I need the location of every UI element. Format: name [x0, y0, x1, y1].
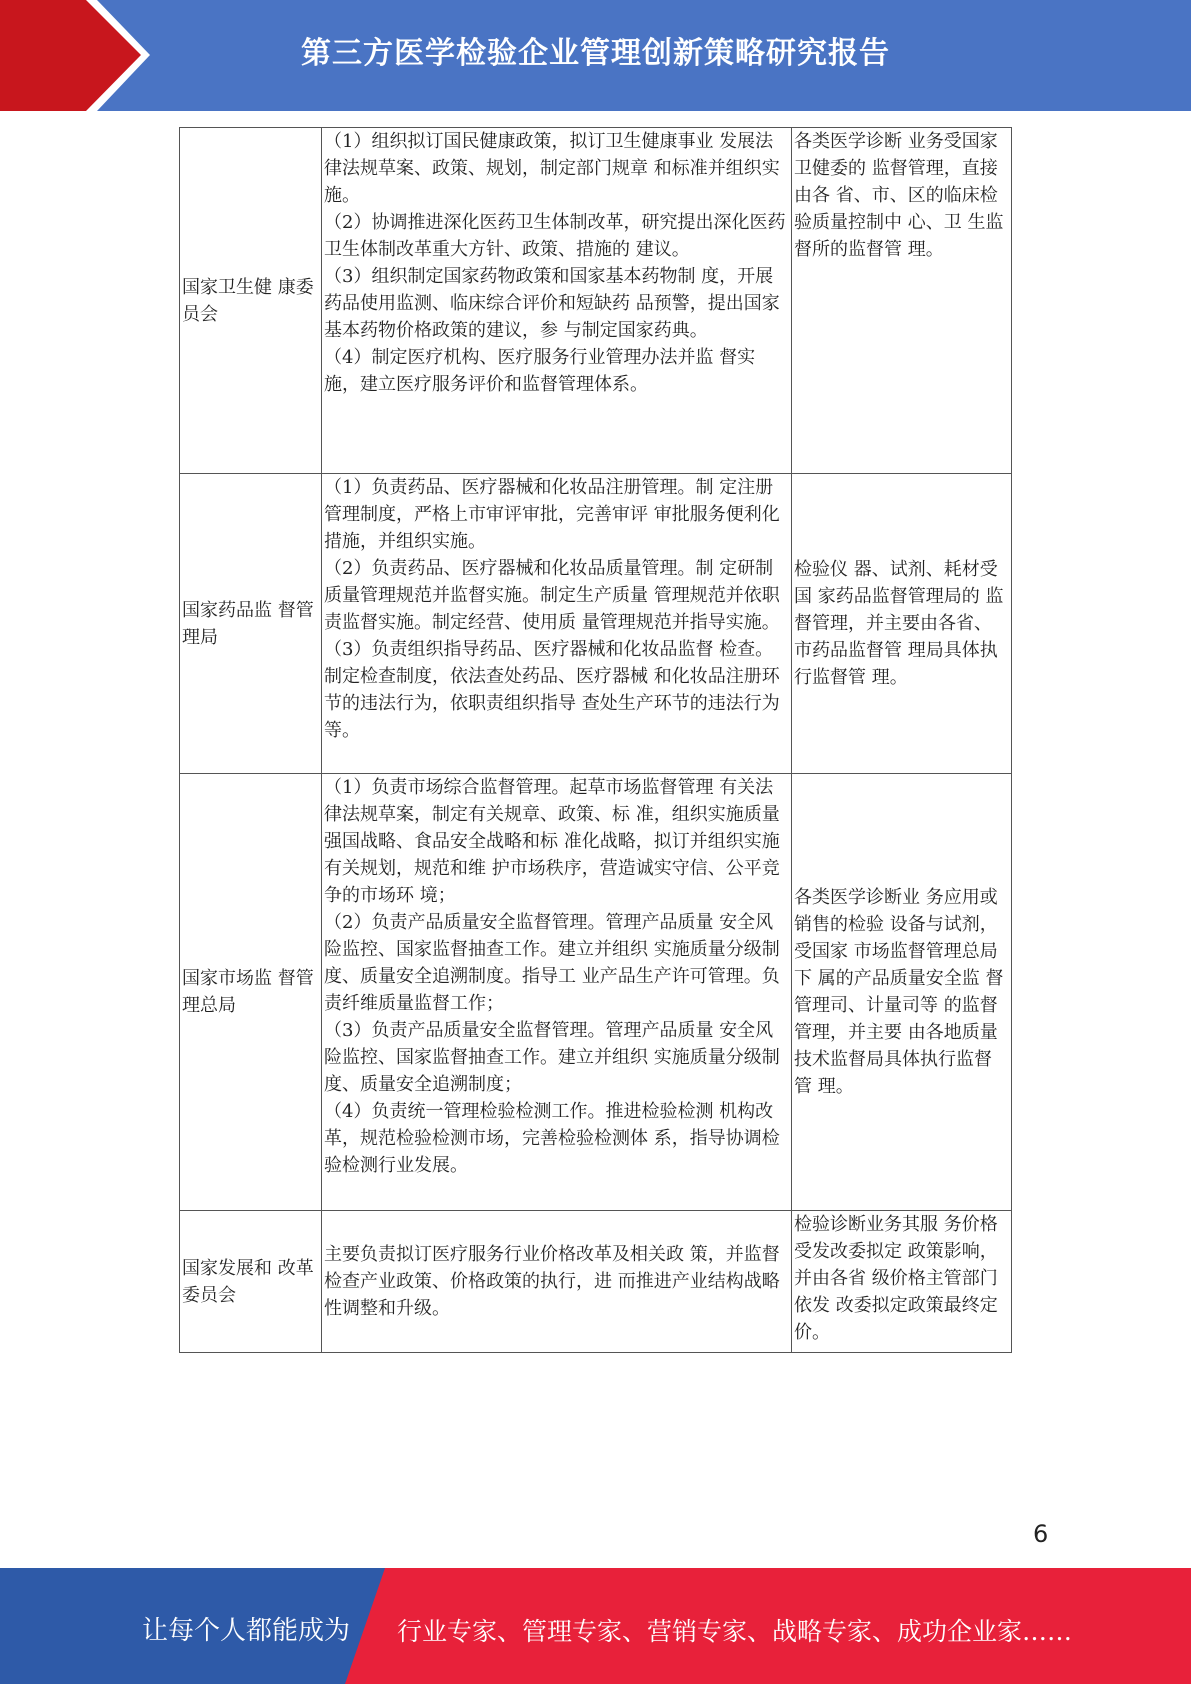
- org-cell: 国家卫生健 康委员会: [180, 128, 322, 474]
- duty-item: （2）负责药品、医疗器械和化妆品质量管理。制 定研制质量管理规范并监督实施。制定生产质量 管理规范并依职责监督实施。制定经营、使用质 量管理规范并指导实施。: [324, 558, 780, 633]
- duty-item: （1）负责市场综合监督管理。起草市场监督管理 有关法律法规草案，制定有关规章、政策、标 准，组织实施质量强国战略、食品安全战略和标 准化战略，拟订并组织实施有关规划，规范和维 护市场秩序，营造诚实守信、公平竞争的市场环 境；: [324, 777, 780, 906]
- duty-item: （2）协调推进深化医药卫生体制改革，研究提出深化医药卫生体制改革重大方针、政策、措施的 建议。: [324, 212, 786, 260]
- org-cell: 国家药品监 督管理局: [180, 474, 322, 774]
- duty-item: （2）负责产品质量安全监督管理。管理产品质量 安全风险监控、国家监督抽查工作。建立并组织 实施质量分级制度、质量安全追溯制度。指导工 业产品生产许可管理。负责纤维质量监督工作；: [324, 912, 780, 1014]
- page-header: [0, 0, 1191, 111]
- footer-slogan-left: 让每个人都能成为: [142, 1616, 351, 1646]
- scope-cell: 各类医学诊断 业务受国家卫健委的 监督管理，直接由各 省、市、区的临床检验质量控制中 心、卫 生监督所的监督管 理。: [792, 128, 1012, 474]
- table-row: [180, 1211, 1012, 1353]
- page-number: 6: [1033, 1520, 1049, 1548]
- duty-item: （4）负责统一管理检验检测工作。推进检验检测 机构改革，规范检验检测市场，完善检验检测体 系，指导协调检验检测行业发展。: [324, 1101, 780, 1176]
- scope-cell: 各类医学诊断业 务应用或销售的检验 设备与试剂，受国家 市场监督管理总局下 属的产品质量安全监 督管理司、计量司等 的监督管理，并主要 由各地质量技术监督局具体执行监督管 理。: [792, 774, 1012, 1211]
- duty-item: （4）制定医疗机构、医疗服务行业管理办法并监 督实施，建立医疗服务评价和监督管理体系。: [324, 347, 756, 395]
- duties-cell: [322, 774, 792, 1211]
- duty-item: （1）组织拟订国民健康政策，拟订卫生健康事业 发展法律法规草案、政策、规划，制定部门规章 和标准并组织实施。: [324, 131, 780, 206]
- duties-cell: [322, 128, 792, 474]
- duty-item: （3）负责产品质量安全监督管理。管理产品质量 安全风险监控、国家监督抽查工作。建立并组织 实施质量分级制度、质量安全追溯制度；: [324, 1020, 780, 1095]
- duty-item: （3）负责组织指导药品、医疗器械和化妆品监督 检查。制定检查制度，依法查处药品、医疗器械 和化妆品注册环节的违法行为，依职责组织指导 查处生产环节的违法行为等。: [324, 639, 780, 741]
- duties-cell: [322, 1211, 792, 1353]
- duty-item: （1）负责药品、医疗器械和化妆品注册管理。制 定注册管理制度，严格上市审评审批，完善审评 审批服务便利化措施，并组织实施。: [324, 477, 780, 552]
- page-footer: [0, 1568, 1191, 1684]
- org-cell: 国家市场监 督管理总局: [180, 774, 322, 1211]
- footer-slogan-right: 行业专家、管理专家、营销专家、战略专家、成功企业家……: [397, 1617, 1073, 1646]
- duties-cell: [322, 474, 792, 774]
- duty-item: 主要负责拟订医疗服务行业价格改革及相关政 策，并监督检查产业政策、价格政策的执行，进 而推进产业结构战略性调整和升级。: [324, 1244, 780, 1319]
- table-row: [180, 128, 1012, 474]
- scope-cell: 检验仪 器、试剂、耗材受国 家药品监督管理局的 监督管理，并主要由各省、市药品监督管 理局具体执行监督管 理。: [792, 474, 1012, 774]
- report-title: 第三方医学检验企业管理创新策略研究报告: [301, 36, 890, 71]
- table-row: [180, 774, 1012, 1211]
- org-cell: 国家发展和 改革委员会: [180, 1211, 322, 1353]
- scope-cell: 检验诊断业务其服 务价格受发改委拟定 政策影响，并由各省 级价格主管部门依发 改委拟定政策最终定 价。: [792, 1211, 1012, 1353]
- table-row: [180, 474, 1012, 774]
- regulator-table: [179, 127, 1012, 1353]
- duty-item: （3）组织制定国家药物政策和国家基本药物制 度，开展药品使用监测、临床综合评价和短缺药 品预警，提出国家基本药物价格政策的建议，参 与制定国家药典。: [324, 266, 780, 341]
